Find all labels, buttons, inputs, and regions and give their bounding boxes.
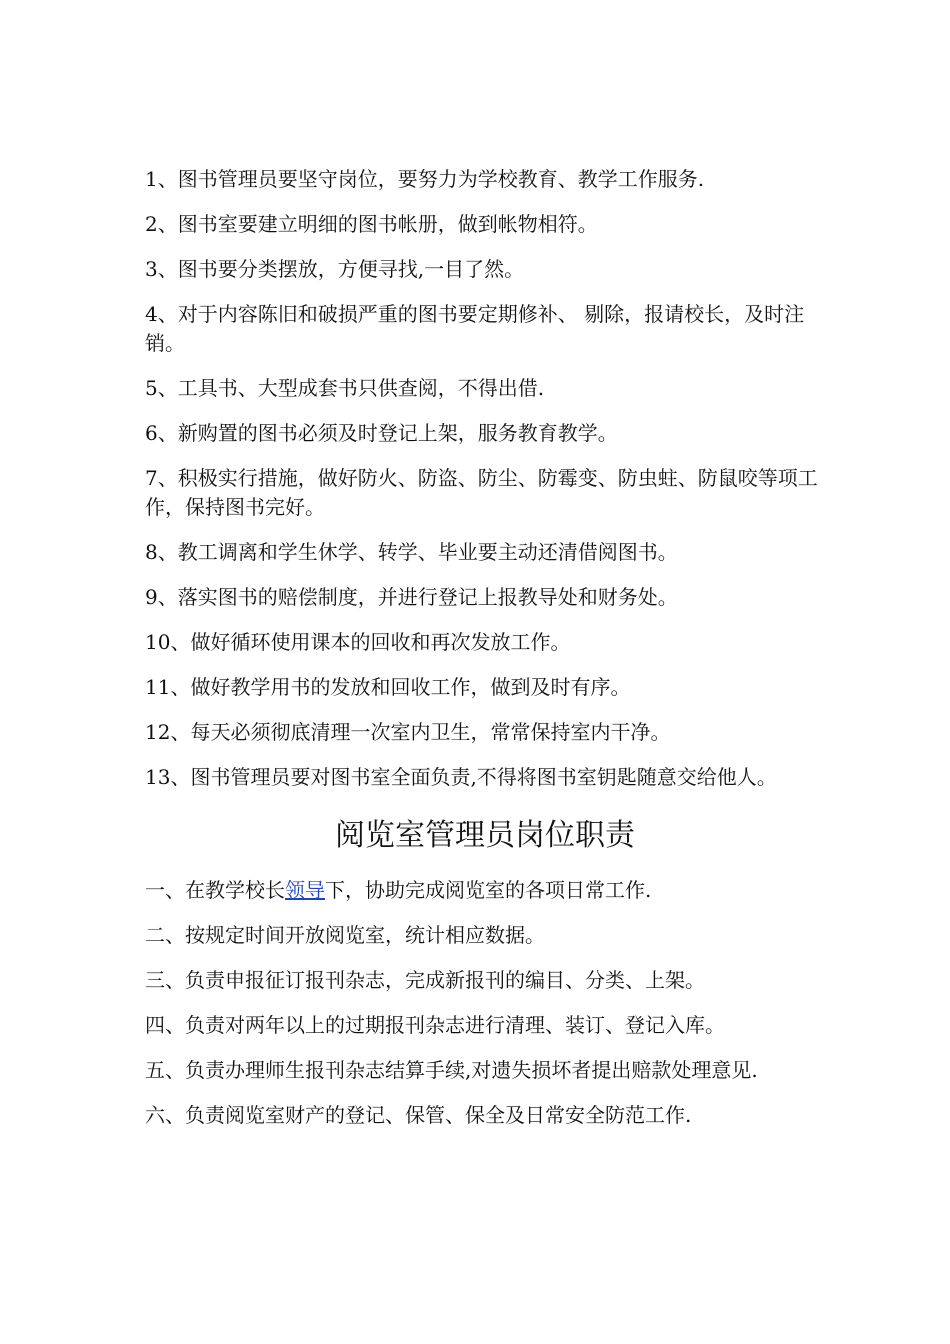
duty-item-10: 10、做好循环使用课本的回收和再次发放工作。 [145,630,571,654]
duty-item-9: 9、落实图书的赔偿制度，并进行登记上报教导处和财务处。 [145,585,678,609]
duty-item-8: 8、教工调离和学生休学、转学、毕业要主动还清借阅图书。 [145,540,678,564]
leadership-link[interactable]: 领导 [285,878,325,902]
duty-item-3: 3、图书要分类摆放，方便寻找,一目了然。 [145,257,525,281]
duty-item-2: 2、图书室要建立明细的图书帐册，做到帐物相符。 [145,212,598,236]
reading-duty-item-4: 四、负责对两年以上的过期报刊杂志进行清理、装订、登记入库。 [145,1013,725,1037]
reading-duty-item-6: 六、负责阅览室财产的登记、保管、保全及日常安全防范工作. [145,1103,692,1127]
duty-item-7: 7、积极实行措施，做好防火、防盗、防尘、防霉变、防虫蛀、防鼠咬等项工作，保持图书完好。 [145,466,818,519]
duty-item-1: 1、图书管理员要坚守岗位，要努力为学校教育、教学工作服务. [145,167,705,191]
reading-duty-item-1-end: 下，协助完成阅览室的各项日常工作. [325,878,652,902]
document-page [145,165,825,1146]
reading-duty-item-2: 二、按规定时间开放阅览室，统计相应数据。 [145,923,545,947]
duty-item-6: 6、新购置的图书必须及时登记上架，服务教育教学。 [145,421,618,445]
reading-room-title: 阅览室管理员岗位职责 [335,818,635,853]
duty-item-4: 4、对于内容陈旧和破损严重的图书要定期修补、 剔除，报请校长，及时注销。 [145,302,805,355]
duty-item-13: 13、图书管理员要对图书室全面负责,不得将图书室钥匙随意交给他人。 [145,765,777,789]
reading-duty-item-3: 三、负责申报征订报刊杂志，完成新报刊的编目、分类、上架。 [145,968,705,992]
reading-duty-item-1-start: 一、在教学校长 [145,878,285,902]
duty-item-11: 11、做好教学用书的发放和回收工作，做到及时有序。 [145,675,631,699]
duty-item-12: 12、每天必须彻底清理一次室内卫生，常常保持室内干净。 [145,720,671,744]
duty-item-5: 5、工具书、大型成套书只供查阅，不得出借. [145,376,545,400]
reading-duty-item-1 [145,876,825,905]
reading-duty-item-5: 五、负责办理师生报刊杂志结算手续,对遗失损坏者提出赔款处理意见. [145,1058,758,1082]
